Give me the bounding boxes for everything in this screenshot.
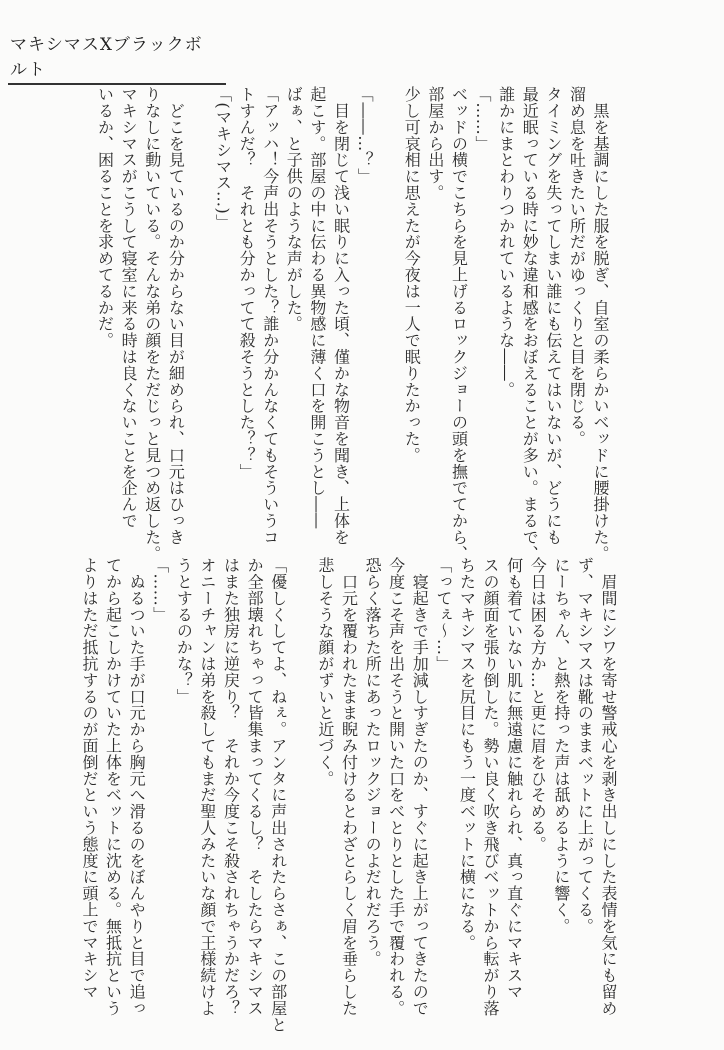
text-line: 「……」 [150,557,170,623]
text-line [290,557,314,1007]
text-line: マキシマスがこうして寝室に来る時は良くないことを企んで [119,86,139,529]
text-line [376,86,400,526]
text-block-bottom [77,557,620,1033]
text-line: 目を閉じて浅い眠りに入った頃、僅かな物音を聞き、上体を [331,86,351,546]
text-line: トすんだ？ それとも分かってて殺そうとした？？」 [237,86,257,480]
text-line: 口元を覆われたまま睨み付けるとわざとらしく眉を垂らした [339,557,359,1017]
text-line: 「ってぇ～…」 [433,557,453,672]
text-line: 今度こそ声を出そうと開いた口をべとりとした手で覆われる。 [386,557,406,1017]
text-block-top [93,86,612,562]
text-line: いるか、困ることを求めてるかだ。 [95,86,115,349]
text-line: 「――…？」 [355,86,375,185]
text-line: 「……」 [473,86,493,152]
text-line: 「アッハ！今声出そうとした？誰か分かんなくてもそういうコ [260,86,280,546]
text-line: うとするのかな？」 [174,557,194,705]
text-line: 何も着ていない肌に無遠慮に触れられ、真っ直ぐにマキスマ [504,557,524,1000]
text-line: ベッドの横でこちらを見上げるロックジョーの頭を撫でてから、 [449,86,469,562]
text-line: よりはただ抵抗するのが面倒だという態度に頭上でマキシマ [79,557,99,1000]
text-line: ばぁ、と子供のような声がした。 [284,86,304,332]
page-header-title: マキシマスXブラックボルト [8,30,226,85]
text-line: りなしに動いている。そんな弟の顔をただじっと見つめ返した。 [142,86,162,562]
text-line: 「(マキシマス…)」 [213,86,233,231]
text-line: か全部壊れちゃって皆集まってくるし？ そしたらマキシマス [245,557,265,1017]
text-line: 「優しくしてよ、ねぇ。アンタに声出されたらさぁ、この部屋と [268,557,288,1033]
text-line: オニーチャンは弟を殺してもまだ聖人みたいな顔で王様続けよ [197,557,217,1017]
text-line: スの顔面を張り倒した。勢い良く吹き飛びベットから転がり落 [481,557,501,1017]
text-line: 恐らく落ちた所にあったロックジョーのよだれだろう。 [363,557,383,967]
text-line: 寝起きで手加減しすぎたのか、すぐに起き上がってきたので [410,557,430,1017]
text-line: はまた独房に逆戻り？ それか今度こそ殺されちゃうかだろ？ [221,557,241,1017]
text-line: 部屋から出す。 [425,86,445,201]
text-line: にーちゃん、と熱を持った声は舐めるように響く。 [551,557,571,935]
text-line: 黒を基調にした服を脱ぎ、自室の柔らかいベッドに腰掛けた。 [591,86,610,562]
text-line: 誰かにまとわりつかれているような――。 [496,86,516,398]
text-line: 眉間にシワを寄せ警戒心を剥き出しにした表情を気にも留め [599,557,618,1017]
text-line: ちたマキシマスを尻目にもう一度ベットに横になる。 [457,557,477,951]
text-line: ぬるついた手が口元から胸元へ滑るのをぼんやりと目で追っ [127,557,147,1017]
text-line: 最近眠っている時に妙な違和感をおぼえることが多い。まるで、 [520,86,540,562]
text-line: 今日は困る方か…と更に眉をひそめる。 [528,557,548,853]
text-line: どこを見ているのか分からない目が細められ、口元はひっき [166,86,186,546]
text-line: タイミングを失ってしまい誰にも伝えてはいないが、どうにも [543,86,563,546]
text-line: 悲しそうな顔がずいと近づく。 [315,557,335,787]
text-line: 少し可哀相に思えたが今夜は一人で眠りたかった。 [402,86,422,464]
text-line: ず、マキシマスは靴のままベットに上がってくる。 [575,557,595,935]
text-line: 起こす。部屋の中に伝わる異物感に薄く口を開こうとし―― [307,86,327,529]
text-line [187,86,211,526]
text-line: てから起こしかけていた上体をベットに沈める。無抵抗という [103,557,123,1017]
text-line: 溜め息を吐きたい所だがゆっくりと目を閉じる。 [567,86,587,447]
